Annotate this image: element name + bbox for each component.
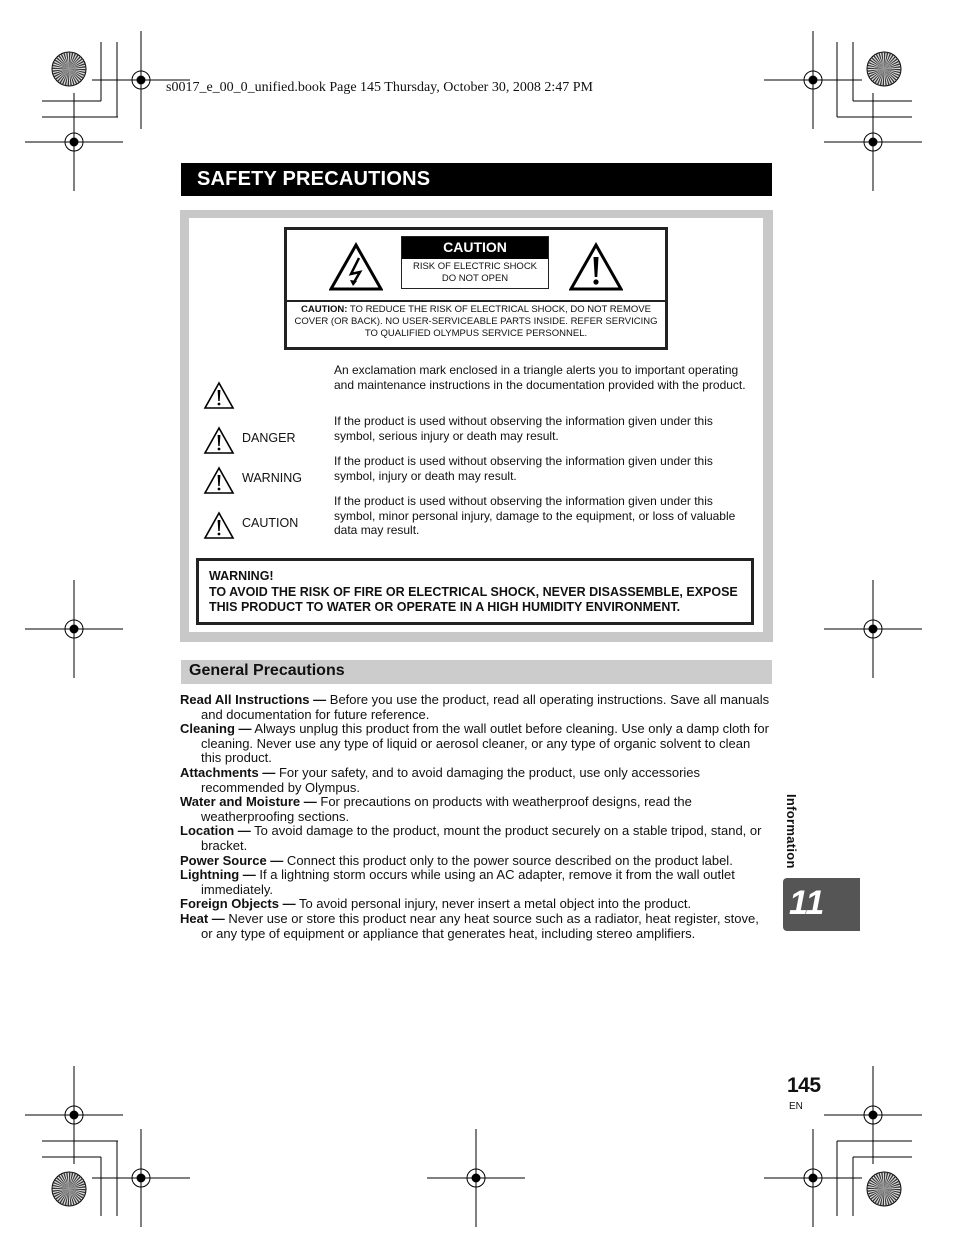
registration-crosshair (25, 93, 123, 191)
list-item (180, 722, 772, 766)
warning-triangle-icon (203, 466, 235, 495)
item-term: Heat — (180, 910, 225, 926)
caution-label-box (284, 227, 668, 350)
caution-statement-text: TO REDUCE THE RISK OF ELECTRICAL SHOCK, DO NOT REMOVE COVER (OR BACK). NO USER-SERVICEABLE PARTS INSIDE. REFER SERVICING TO QUALIFIED OLYMPUS SERVICE PERSONNEL. (294, 304, 658, 339)
caution-triangle-icon (203, 511, 235, 540)
symbol-desc-caution: If the product is used without observing the information given under this symbol, minor personal injury, damage to the equipment, or loss of valuable data may result. (334, 494, 736, 537)
symbol-label-caution: CAUTION (242, 516, 299, 530)
page-title: SAFETY PRECAUTIONS (197, 168, 431, 190)
item-term: Lightning — (180, 867, 256, 883)
registration-star (867, 52, 901, 86)
registration-star (52, 1172, 86, 1206)
registration-star (52, 52, 86, 86)
chapter-number: 11 (789, 884, 825, 922)
general-precautions-heading: General Precautions (189, 662, 345, 679)
item-text: Connect this product only to the power source described on the product label. (283, 852, 733, 868)
caution-symbols-row (287, 230, 665, 302)
list-item (180, 854, 772, 869)
registration-crosshair (764, 31, 862, 129)
item-term: Foreign Objects — (180, 896, 296, 912)
symbol-label-warning: WARNING (242, 471, 302, 485)
item-text: For precautions on products with weatherproof designs, read the weatherproofing sections. (201, 794, 692, 824)
caution-badge-sub (402, 261, 548, 285)
page-language: EN (789, 1101, 803, 1112)
side-section-text: Information (784, 794, 799, 869)
item-term: Water and Moisture — (180, 794, 317, 810)
item-text: Never use or store this product near any heat source such as a radiator, heat register, stove, or any type of equipment or appliance that generates heat, including stereo amplifiers. (201, 910, 759, 941)
caution-sub-line2: DO NOT OPEN (441, 273, 509, 284)
caution-badge (401, 236, 549, 289)
list-item (180, 897, 772, 912)
list-item (180, 693, 772, 722)
item-term: Read All Instructions — (180, 692, 327, 707)
side-section-label (781, 794, 801, 874)
list-item (180, 766, 772, 795)
caution-sub-line1: RISK OF ELECTRIC SHOCK (412, 261, 538, 272)
caution-badge-label: CAUTION (402, 237, 548, 259)
symbol-desc-warning: If the product is used without observing the information given under this symbol, injury or death may result. (334, 454, 713, 483)
safety-panel (180, 210, 773, 642)
warning-heading: WARNING! (209, 569, 274, 583)
danger-triangle-icon (203, 426, 235, 455)
caution-statement-prefix: CAUTION: (301, 304, 348, 315)
item-text: Before you use the product, read all operating instructions. Save all manuals and documentation for future reference. (201, 692, 770, 722)
symbol-desc-danger: If the product is used without observing the information given under this symbol, serious injury or death may result. (334, 414, 713, 443)
item-term: Cleaning — (180, 721, 252, 737)
item-term: Location — (180, 823, 251, 839)
item-text: If a lightning storm occurs while using an AC adapter, remove it from the wall outlet immediately. (201, 867, 735, 897)
page-number: 145 (787, 1074, 821, 1097)
caution-statement (293, 304, 659, 340)
item-text: To avoid personal injury, never insert a metal object into the product. (295, 896, 692, 912)
registration-crosshair (25, 580, 123, 678)
symbol-label-danger: DANGER (242, 431, 296, 445)
chapter-tab (783, 878, 860, 931)
warning-box (196, 558, 754, 625)
exclamation-triangle-icon (203, 381, 235, 410)
exclamation-triangle-icon (569, 242, 623, 292)
list-item (180, 868, 772, 897)
item-term: Attachments — (180, 764, 276, 780)
item-text: For your safety, and to avoid damaging the product, use only accessories recommended by Olympus. (201, 764, 701, 795)
safety-panel-inner (189, 218, 763, 632)
warning-text: TO AVOID THE RISK OF FIRE OR ELECTRICAL SHOCK, NEVER DISASSEMBLE, EXPOSE THIS PRODUCT TO WATER OR OPERATE IN A HIGH HUMIDITY ENVIRONMENT. (209, 585, 738, 614)
registration-star (867, 1172, 901, 1206)
item-text: Always unplug this product from the wall outlet before cleaning. Use only a damp cloth for cleaning. Never use any type of liquid or aerosol cleaner, or any type of organic solvent to clean this product. (201, 721, 769, 766)
registration-crosshair (92, 1129, 190, 1227)
list-item (180, 824, 772, 853)
item-text: To avoid damage to the product, mount the product securely on a stable tripod, stand, or bracket. (201, 823, 762, 853)
symbol-desc-general: An exclamation mark enclosed in a triangle alerts you to important operating and maintenance instructions in the documentation provided with the product. (334, 363, 746, 392)
registration-crosshair (824, 1066, 922, 1164)
book-header-line: s0017_e_00_0_unified.book Page 145 Thursday, October 30, 2008 2:47 PM (166, 80, 593, 95)
general-precautions-list (180, 693, 772, 941)
item-term: Power Source — (180, 852, 284, 868)
list-item (180, 795, 772, 824)
lightning-triangle-icon (329, 242, 383, 292)
general-precautions-bar (181, 660, 772, 684)
registration-crosshair (824, 93, 922, 191)
list-item (180, 912, 772, 941)
page-title-bar (181, 163, 772, 196)
registration-crosshair (25, 1066, 123, 1164)
registration-crosshair (764, 1129, 862, 1227)
registration-crosshair (824, 580, 922, 678)
registration-crosshair (427, 1129, 525, 1227)
